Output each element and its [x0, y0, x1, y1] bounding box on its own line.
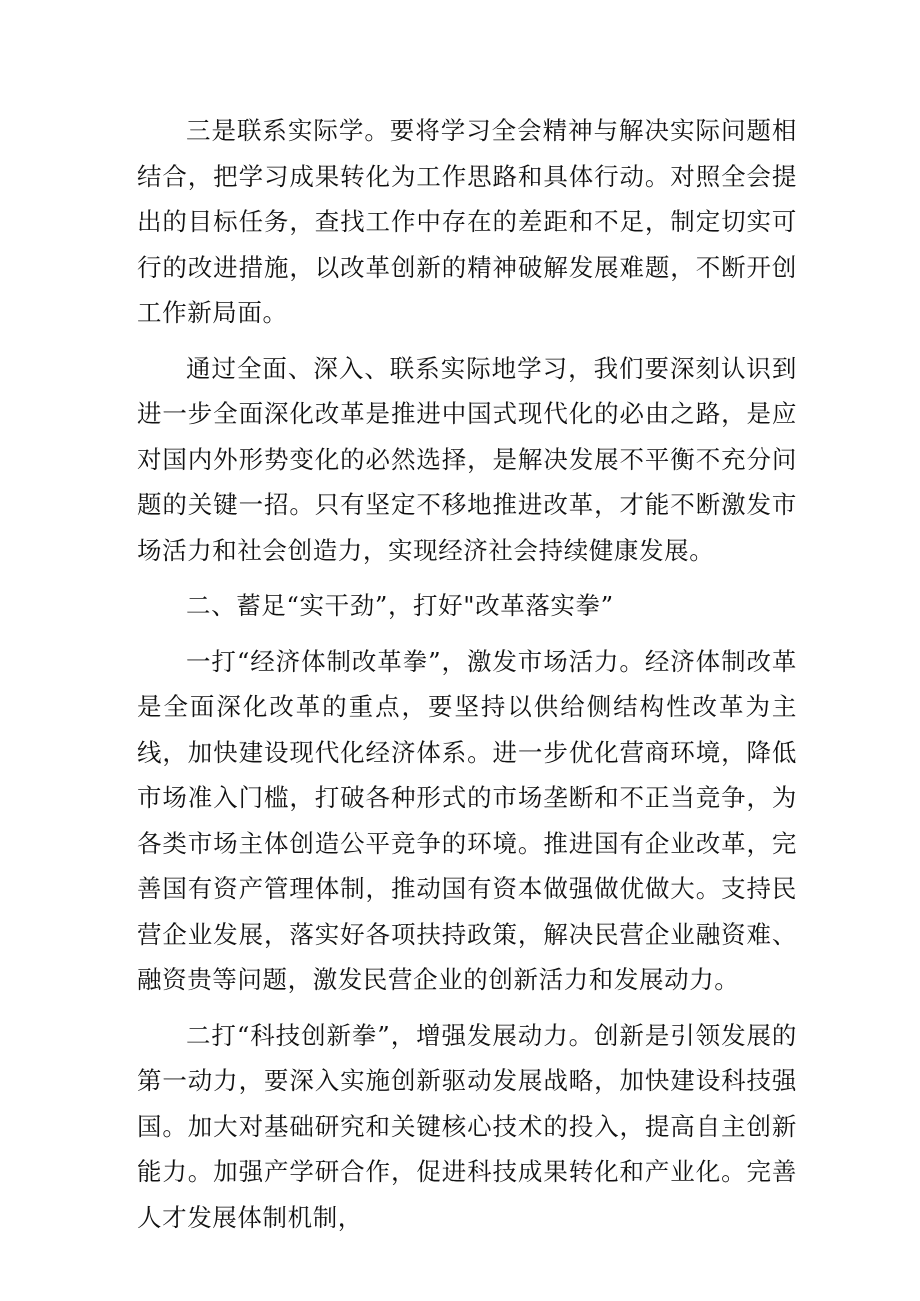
paragraph-gap	[137, 336, 797, 346]
paragraph-deepen-reform: 通过全面、深入、联系实际地学习，我们要深刻认识到进一步全面深化改革是推进中国式现代化的必由之路，是应对国内外形势变化的必然选择，是解决发展不平衡不充分问题的关键一招。只有坚定不移地推进改革，才能不断激发市场活力和社会创造力，实现经济社会持续健康发展。	[137, 353, 797, 565]
paragraph-study-in-practice: 三是联系实际学。要将学习全会精神与解决实际问题相结合，把学习成果转化为工作思路和具体行动。对照全会提出的目标任务，查找工作中存在的差距和不足，制定切实可行的改进措施，以改革创新的精神破解发展难题，不断开创工作新局面。	[137, 116, 797, 327]
paragraph-gap	[137, 629, 797, 639]
paragraph-economic-reform: 一打“经济体制改革拳”，激发市场活力。经济体制改革是全面深化改革的重点，要坚持以供给侧结构性改革为主线，加快建设现代化经济体系。进一步优化营商环境，降低市场准入门槛，打破各种形式的市场垄断和不正当竞争，为各类市场主体创造公平竞争的环境。推进国有企业改革，完善国有资产管理体制，推动国有资本做强做优做大。支持民营企业发展，落实好各项扶持政策，解决民营企业融资难、融资贵等问题，激发民营企业的创新活力和发展动力。	[137, 646, 797, 994]
paragraph-tech-innovation: 二打“科技创新拳”，增强发展动力。创新是引领发展的第一动力，要深入实施创新驱动发展战略，加快建设科技强国。加大对基础研究和关键核心技术的投入，提高自主创新能力。加强产学研合作，促进科技成果转化和产业化。完善人才发展体制机制，	[137, 1020, 797, 1232]
document-body	[137, 108, 797, 1240]
section-heading: 二、蓄足“实干劲”，打好"改革落实拳”	[186, 591, 614, 620]
paragraph-gap	[137, 573, 797, 583]
paragraph-gap	[137, 1003, 797, 1013]
